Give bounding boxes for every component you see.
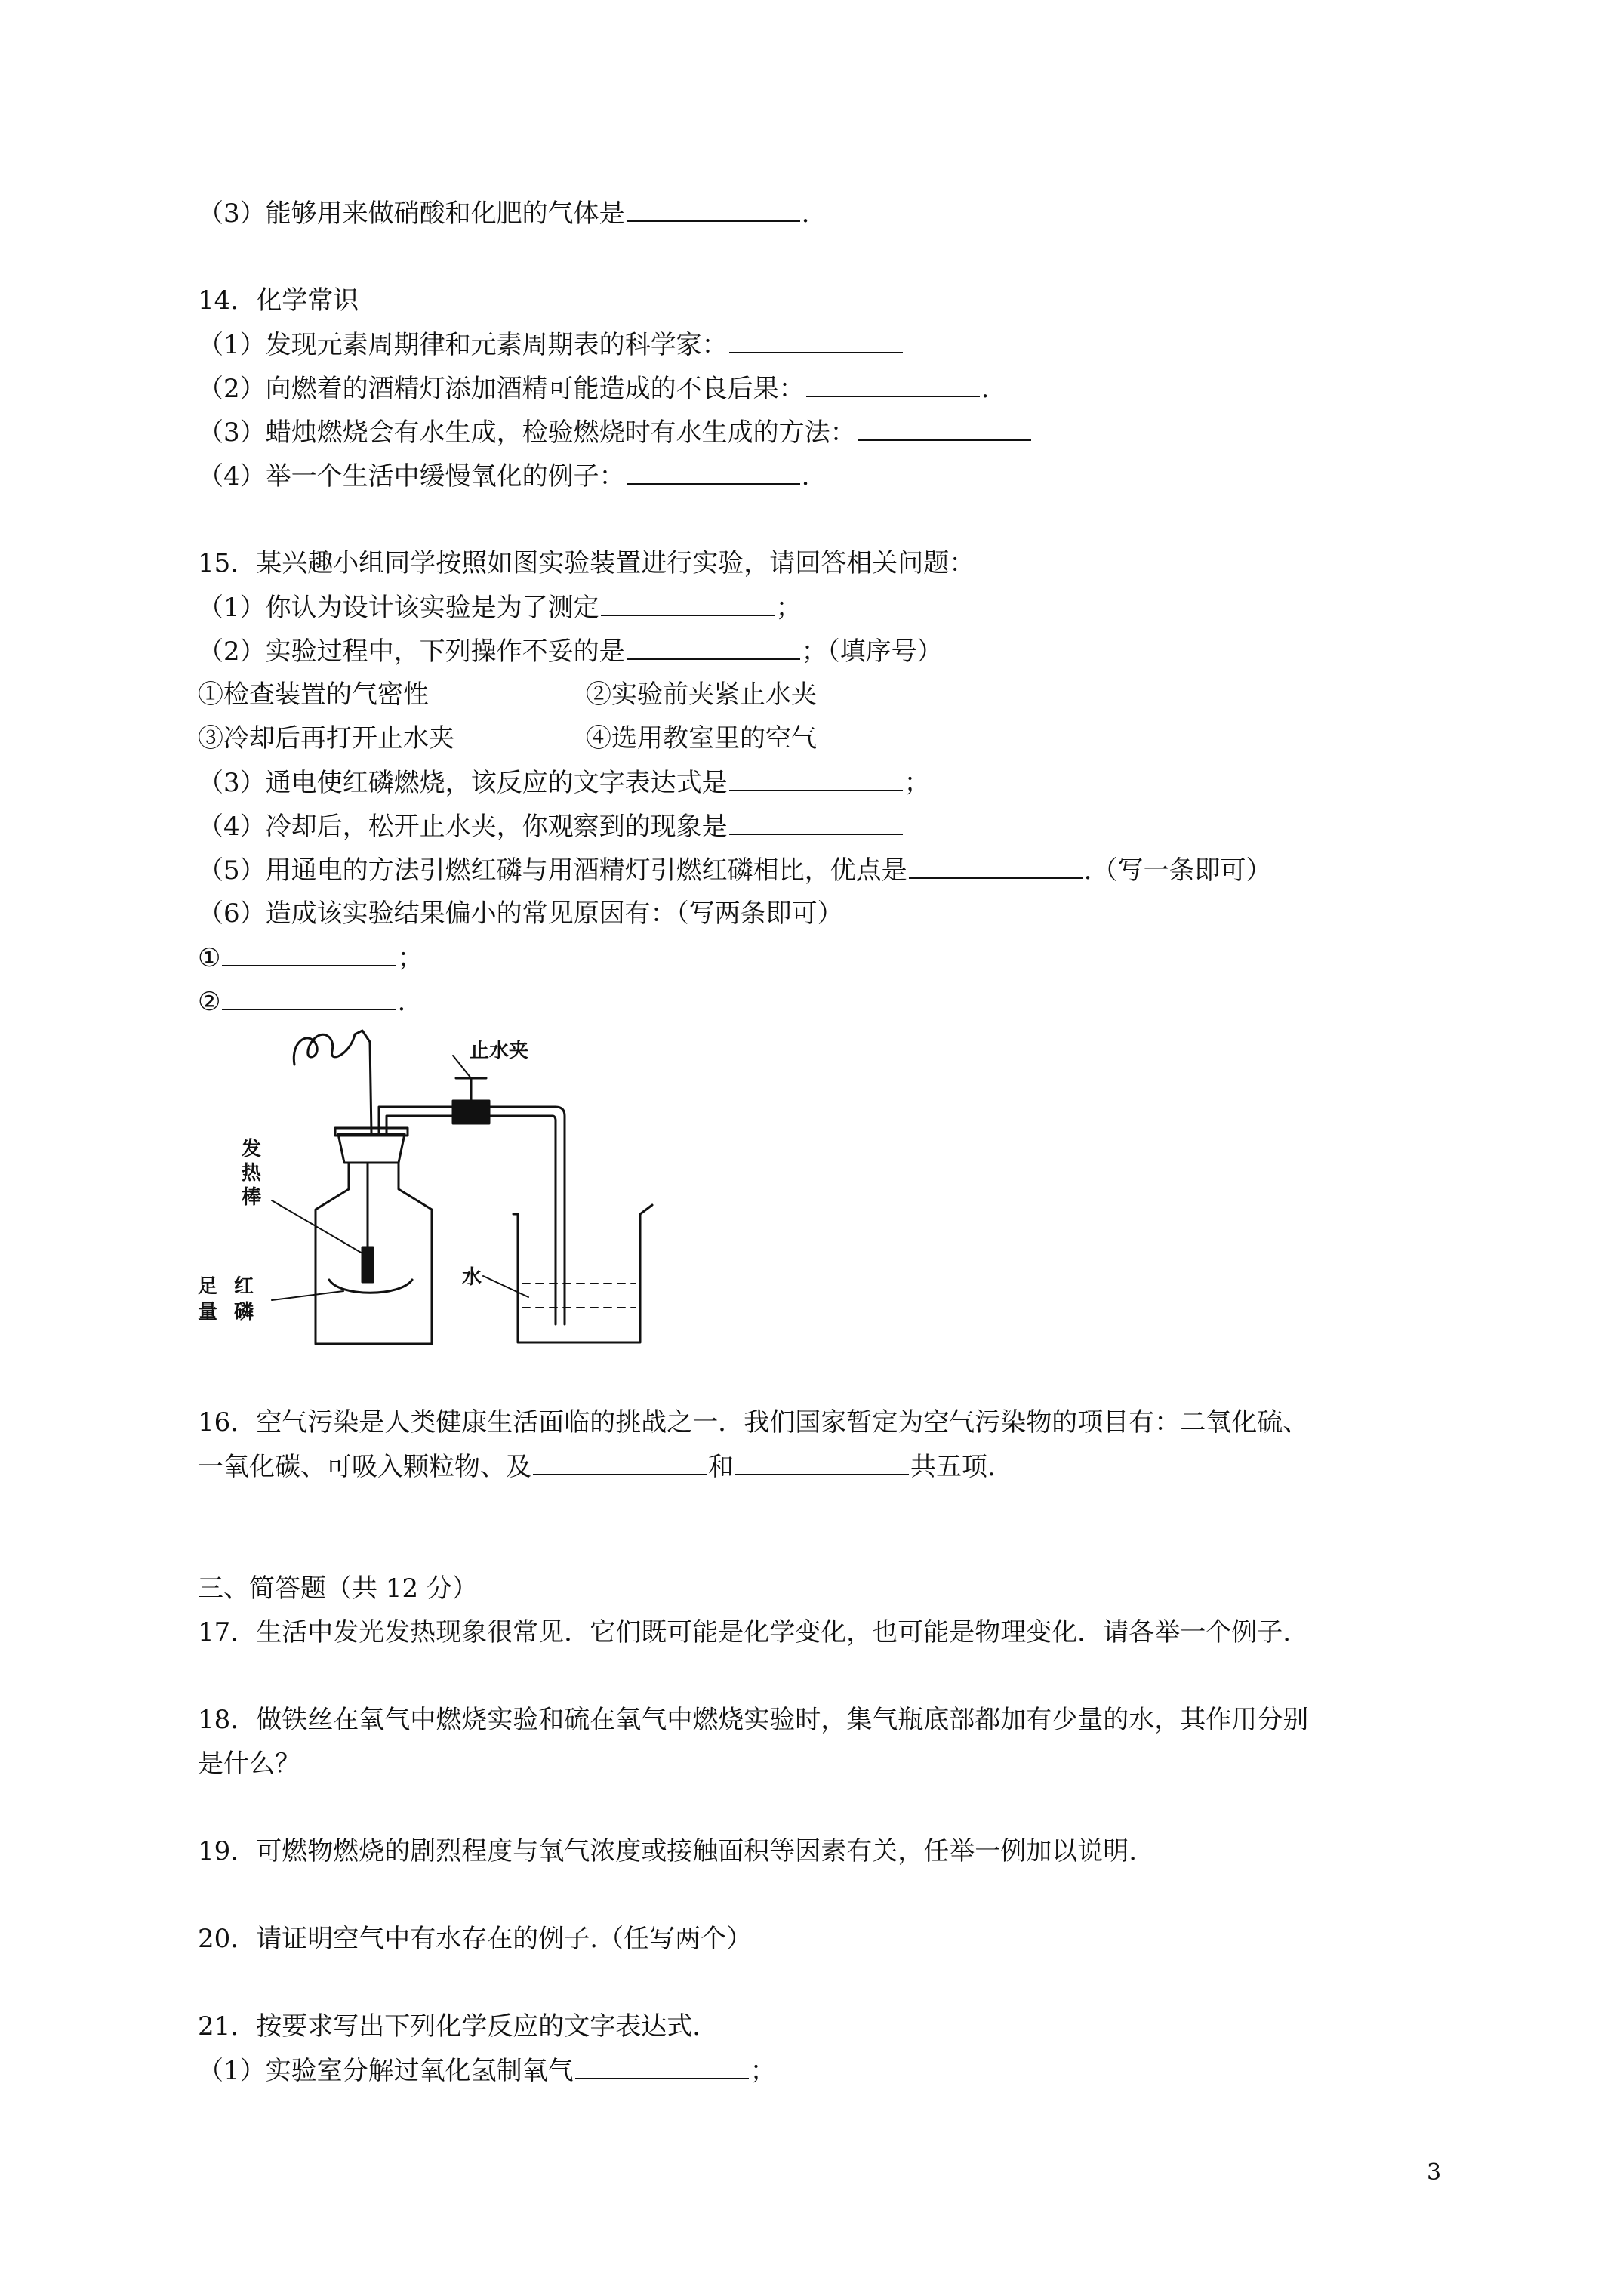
- label-phos-b-2: 磷: [234, 1301, 254, 1324]
- q15-1-text: （1）你认为设计该实验是为了测定: [198, 593, 599, 623]
- glass-tube: [379, 1107, 453, 1134]
- q14-2-suffix: .: [981, 374, 990, 404]
- q17: 17．生活中发光发热现象很常见．它们既可能是化学变化，也可能是物理变化．请各举一个例子.: [198, 1617, 1292, 1647]
- q14-1-text: （1）发现元素周期律和元素周期表的科学家：: [198, 330, 728, 360]
- answer-blank[interactable]: [627, 461, 800, 485]
- q15-opt-2: ②实验前夹紧止水夹: [586, 680, 817, 710]
- answer-blank[interactable]: [735, 1451, 909, 1475]
- q15-1: [198, 592, 802, 623]
- label-water-clamp: 止水夹: [470, 1040, 529, 1062]
- wire-coil: [294, 1031, 370, 1065]
- q15-3-text: （3）通电使红磷燃烧，该反应的文字表达式是: [198, 768, 728, 798]
- q15-opt-3: ③冷却后再打开止水夹: [198, 723, 454, 754]
- q16-mid: 和: [708, 1452, 734, 1482]
- q15-5-suffix: .（写一条即可）: [1083, 855, 1272, 886]
- answer-blank[interactable]: [858, 417, 1031, 441]
- q15-opt-1: ①检查装置的气密性: [198, 680, 429, 710]
- q15-2-suffix: ；（填序号）: [801, 636, 943, 667]
- q20: 20．请证明空气中有水存在的例子.（任写两个）: [198, 1924, 753, 1954]
- q15-5: [198, 855, 1271, 886]
- reason-2-suffix: .: [397, 987, 406, 1017]
- q15-reason-1: [198, 942, 423, 973]
- q16-line-1: 16．空气污染是人类健康生活面临的挑战之一．我们国家暂定为空气污染物的项目有：二氧化硫、: [198, 1407, 1309, 1438]
- beaker: [518, 1205, 652, 1342]
- answer-blank[interactable]: [806, 373, 980, 397]
- q16-line-2: [198, 1451, 996, 1482]
- label-rod-1: 发: [242, 1138, 262, 1160]
- answer-blank[interactable]: [575, 2055, 749, 2079]
- answer-blank[interactable]: [533, 1451, 707, 1475]
- q14-4-suffix: .: [801, 461, 810, 492]
- q21-1: [198, 2055, 776, 2086]
- apparatus-diagram: [181, 1012, 679, 1359]
- glass-tube-to-beaker: [489, 1107, 565, 1324]
- q21-1-suffix: ；: [750, 2056, 776, 2086]
- q19: 19．可燃物燃烧的剧烈程度与氧气浓度或接触面积等因素有关，任举一例加以说明.: [198, 1836, 1138, 1866]
- q15-1-suffix: ；: [775, 593, 802, 623]
- answer-blank[interactable]: [729, 767, 903, 791]
- q14-title: 14．化学常识: [198, 285, 359, 316]
- q15-6: （6）造成该实验结果偏小的常见原因有：（写两条即可）: [198, 898, 843, 929]
- leader-phos: [272, 1291, 343, 1300]
- q14-2-text: （2）向燃着的酒精灯添加酒精可能造成的不良后果：: [198, 374, 805, 404]
- section-3-title: 三、简答题（共 12 分）: [198, 1573, 478, 1604]
- answer-blank[interactable]: [909, 855, 1083, 879]
- q15-2: [198, 636, 943, 667]
- q14-4: [198, 461, 809, 492]
- label-rod-2: 热: [242, 1162, 262, 1185]
- answer-blank[interactable]: [729, 811, 903, 835]
- q16-text: 一氧化碳、可吸入颗粒物、及: [198, 1452, 531, 1482]
- reason-2-marker: ②: [198, 987, 221, 1017]
- water-clamp: [453, 1101, 489, 1123]
- answer-blank[interactable]: [627, 636, 800, 660]
- label-phos-a-1: 足: [198, 1275, 218, 1298]
- q14-3: [198, 417, 1033, 448]
- answer-blank[interactable]: [627, 198, 800, 222]
- q13-3: [198, 198, 809, 229]
- q15-5-text: （5）用通电的方法引燃红磷与用酒精灯引燃红磷相比，优点是: [198, 855, 907, 886]
- q15-3: [198, 767, 930, 798]
- page-number: 3: [1427, 2159, 1442, 2186]
- q18-line-1: 18．做铁丝在氧气中燃烧实验和硫在氧气中燃烧实验时，集气瓶底部都加有少量的水，其作用分别: [198, 1705, 1309, 1735]
- stopper: [338, 1134, 405, 1163]
- q15-2-text: （2）实验过程中，下列操作不妥的是: [198, 636, 625, 667]
- q14-2: [198, 373, 989, 404]
- answer-blank[interactable]: [601, 592, 775, 616]
- q14-1: [198, 329, 904, 360]
- q13-3-text: （3）能够用来做硝酸和化肥的气体是: [198, 199, 625, 229]
- answer-blank[interactable]: [222, 986, 396, 1010]
- leader-clamp: [453, 1056, 471, 1078]
- answer-blank[interactable]: [222, 942, 396, 966]
- q15-4-text: （4）冷却后，松开止水夹，你观察到的现象是: [198, 812, 728, 842]
- wire: [370, 1042, 371, 1134]
- label-phos-b-1: 红: [234, 1275, 254, 1298]
- q15-4: [198, 811, 904, 842]
- label-rod-3: 棒: [242, 1186, 262, 1209]
- q14-3-text: （3）蜡烛燃烧会有水生成，检验燃烧时有水生成的方法：: [198, 418, 856, 448]
- leader-water: [483, 1276, 528, 1297]
- q21-1-text: （1）实验室分解过氧化氢制氧气: [198, 2056, 574, 2086]
- answer-blank[interactable]: [729, 329, 903, 353]
- label-phos-a-2: 量: [198, 1301, 218, 1324]
- q21-title: 21．按要求写出下列化学反应的文字表达式.: [198, 2011, 701, 2042]
- q15-title: 15．某兴趣小组同学按照如图实验装置进行实验，请回答相关问题：: [198, 548, 975, 578]
- q15-3-suffix: ；: [904, 768, 930, 798]
- q15-opt-4: ④选用教室里的空气: [586, 723, 817, 754]
- label-water: 水: [462, 1266, 482, 1289]
- q14-4-text: （4）举一个生活中缓慢氧化的例子：: [198, 461, 625, 492]
- reason-1-marker: ①: [198, 943, 221, 973]
- q18-line-2: 是什么？: [198, 1749, 300, 1779]
- q13-3-suffix: .: [801, 199, 810, 229]
- heating-rod: [362, 1247, 373, 1282]
- reason-1-suffix: ；: [397, 943, 423, 973]
- q16-suffix: 共五项.: [910, 1452, 996, 1482]
